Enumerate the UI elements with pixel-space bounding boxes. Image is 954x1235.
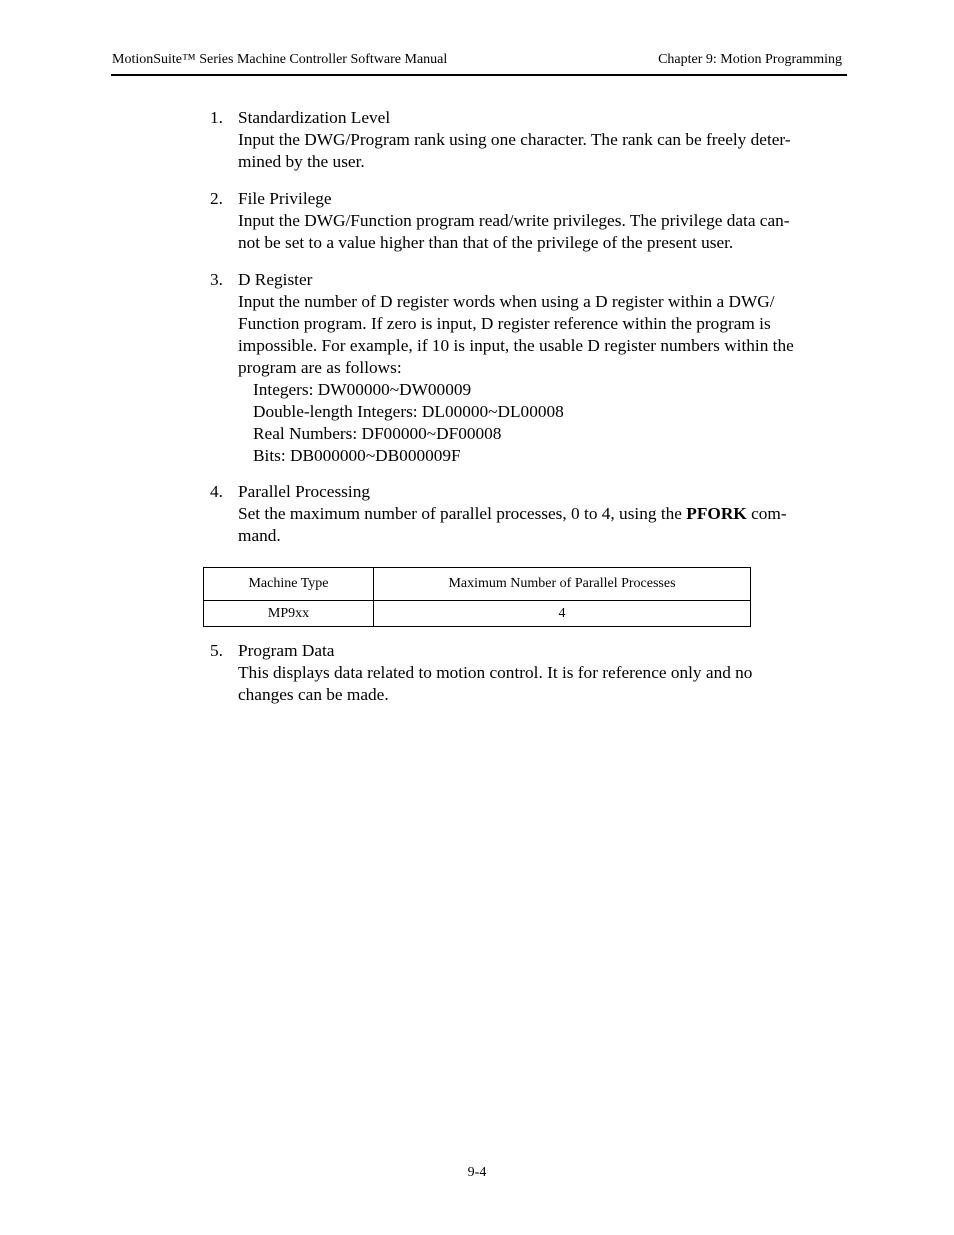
item-text-line: Function program. If zero is input, D register reference within the program is (238, 314, 771, 333)
item-number: 4. (210, 482, 223, 501)
item-number: 2. (210, 189, 223, 208)
page-header (111, 52, 847, 76)
item-title: File Privilege (238, 189, 332, 208)
register-range-bits: Bits: DB000000~DB000009F (253, 446, 461, 465)
item-text-line: impossible. For example, if 10 is input, the usable D register numbers within the (238, 336, 794, 355)
parallel-processes-table (203, 567, 751, 627)
table-cell-machine-type: MP9xx (204, 601, 374, 627)
register-range-integers: Integers: DW00000~DW00009 (253, 380, 472, 399)
item-number: 1. (210, 108, 223, 127)
table-cell-max-processes: 4 (374, 601, 751, 627)
item-text-line: mined by the user. (238, 152, 365, 171)
item-title: Parallel Processing (238, 482, 370, 501)
item-number: 3. (210, 270, 223, 289)
column-header-max-parallel-processes: Maximum Number of Parallel Processes (374, 568, 751, 601)
item-text-line: changes can be made. (238, 685, 389, 704)
item-title: Program Data (238, 641, 335, 660)
item-text-line (238, 503, 845, 525)
register-range-real-numbers: Real Numbers: DF00000~DF00008 (253, 424, 502, 443)
item-text-line: Input the DWG/Program rank using one character. The rank can be freely deter- (238, 130, 791, 149)
column-header-machine-type: Machine Type (204, 568, 374, 601)
manual-title: MotionSuite™ Series Machine Controller Software Manual (112, 52, 448, 67)
item-title: Standardization Level (238, 108, 391, 127)
pfork-command: PFORK (686, 504, 747, 523)
chapter-title: Chapter 9: Motion Programming (658, 52, 842, 67)
table-row (204, 601, 751, 627)
page-number: 9-4 (467, 1165, 487, 1180)
item-text-line: Input the DWG/Function program read/write privileges. The privilege data can- (238, 211, 790, 230)
table-header-row (204, 568, 751, 601)
item-text-line: This displays data related to motion control. It is for reference only and no (238, 663, 753, 682)
item-text-line: Input the number of D register words when using a D register within a DWG/ (238, 292, 775, 311)
text-segment: Set the maximum number of parallel processes, 0 to 4, using the (238, 504, 687, 523)
text-segment: com- (746, 504, 787, 523)
item-text-line: program are as follows: (238, 358, 402, 377)
item-title: D Register (238, 270, 313, 289)
item-text-line: not be set to a value higher than that of the privilege of the present user. (238, 233, 734, 252)
item-text-line: mand. (238, 526, 281, 545)
item-number: 5. (210, 641, 223, 660)
register-range-double-length: Double-length Integers: DL00000~DL00008 (253, 402, 564, 421)
